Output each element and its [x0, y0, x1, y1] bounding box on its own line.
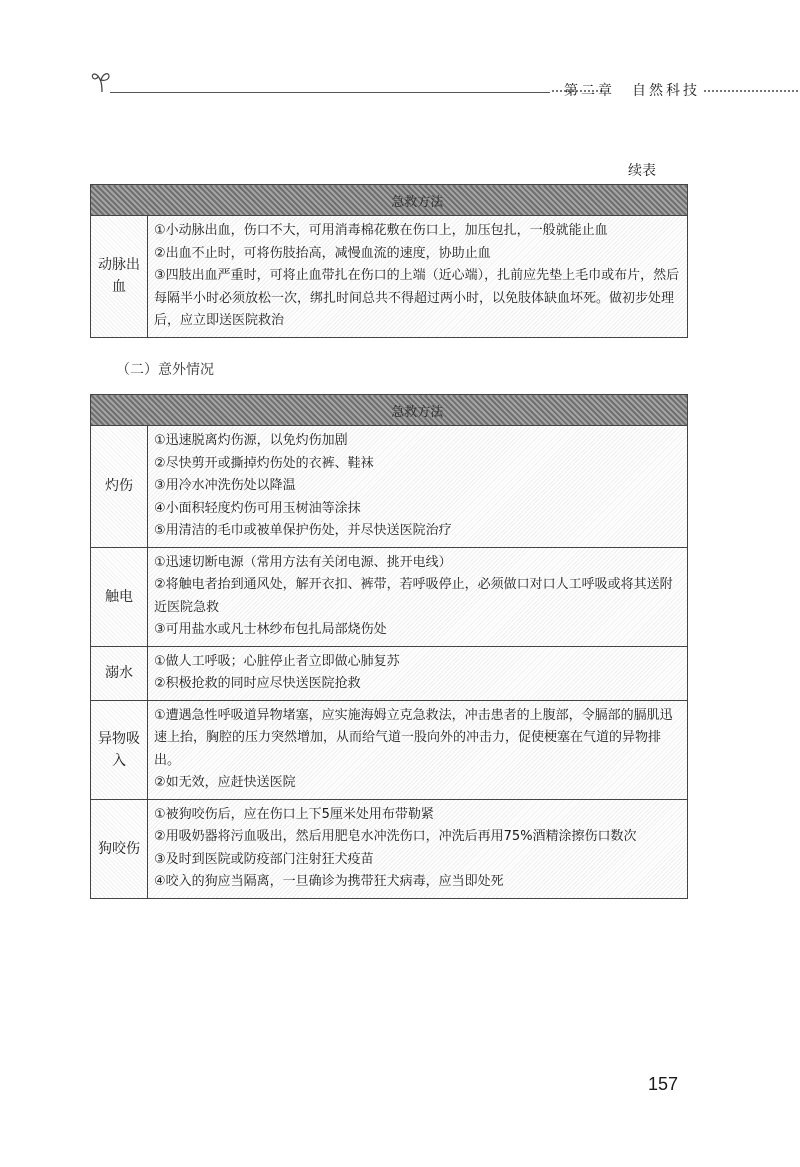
content-cell: [148, 700, 688, 799]
header-blank-cell: [91, 185, 148, 216]
content-cell: [148, 547, 688, 646]
list-item: ②出血不止时，可将伤肢抬高，减慢血流的速度，协助止血: [154, 245, 491, 261]
list-item: ④咬入的狗应当隔离，一旦确诊为携带狂犬病毒，应当即处死: [154, 874, 504, 889]
page-number: 157: [648, 1074, 679, 1094]
table-header-row: [91, 185, 688, 216]
list-item: ①迅速切断电源（常用方法有关闭电源、挑开电线）: [154, 554, 452, 570]
content-cell: [148, 216, 688, 338]
table-header-row: [91, 395, 688, 426]
list-item: ①小动脉出血，伤口不大，可用消毒棉花敷在伤口上，加压包扎，一般就能止血: [154, 223, 608, 238]
sprout-icon: [90, 70, 118, 94]
section-title: （二）意外情况: [116, 362, 214, 378]
category-cell: 狗咬伤: [91, 799, 148, 898]
header-label: 急救方法: [148, 185, 688, 216]
list-item: ③及时到医院或防疫部门注射狂犬疫苗: [154, 851, 374, 867]
list-item: ④小面积轻度灼伤可用玉树油等涂抹: [154, 500, 361, 516]
list-item: ①遭遇急性呼吸道异物堵塞，应实施海姆立克急救法，冲击患者的上腹部，令膈部的膈肌迅速上抬，胸腔的压力突然增加，从而给气道一股向外的冲击力，促使梗塞在气道的异物排出。: [154, 707, 673, 768]
list-item: ③可用盐水或凡士林纱布包扎局部烧伤处: [154, 622, 387, 637]
list-item: ①迅速脱离灼伤源，以免灼伤加剧: [154, 433, 348, 448]
table-row: [91, 426, 688, 548]
list-item: ①做人工呼吸；心脏停止者立即做心肺复苏: [154, 653, 400, 669]
header-blank-cell: [91, 395, 148, 426]
list-item: ②将触电者抬到通风处，解开衣扣、裤带，若呼吸停止，必须做口对口人工呼吸或将其送附近医院急救: [154, 577, 673, 615]
table-row: [91, 547, 688, 646]
list-item: ②如无效，应赶快送医院: [154, 775, 296, 790]
header-dots-right: [704, 90, 800, 92]
header-rule: [110, 92, 550, 93]
list-item: ②积极抢救的同时应尽快送医院抢救: [154, 676, 361, 691]
list-item: ①被狗咬伤后，应在伤口上下5厘米处用布带勒紧: [154, 806, 434, 822]
content-cell: [148, 426, 688, 548]
list-item: ③用冷水冲洗伤处以降温: [154, 478, 296, 493]
table-row: [91, 700, 688, 799]
category-cell: 动脉出血: [91, 216, 148, 338]
category-cell: 异物吸入: [91, 700, 148, 799]
table-row: [91, 646, 688, 700]
first-aid-table-accidents: [90, 394, 688, 899]
list-item: ⑤用清洁的毛巾或被单保护伤处，并尽快送医院治疗: [154, 523, 452, 538]
content-cell: [148, 799, 688, 898]
list-item: ②尽快剪开或撕掉灼伤处的衣裤、鞋袜: [154, 455, 374, 471]
table-row: [91, 216, 688, 338]
first-aid-table-bleeding: [90, 184, 688, 338]
continued-label: 续表: [628, 163, 656, 179]
category-cell: 触电: [91, 547, 148, 646]
running-header: [90, 70, 700, 100]
chapter-title: 第二章 自然科技: [564, 83, 700, 99]
category-cell: 灼伤: [91, 426, 148, 548]
list-item: ③四肢出血严重时，可将止血带扎在伤口的上端（近心端），扎前应先垫上毛巾或布片，然后每隔半小时必须放松一次，绑扎时间总共不得超过两小时，以免肢体缺血坏死。做初步处理后，应立即送医院救治: [154, 268, 680, 328]
header-label: 急救方法: [148, 395, 688, 426]
list-item: ②用吸奶器将污血吸出，然后用肥皂水冲洗伤口，冲洗后再用75%酒精涂擦伤口数次: [154, 829, 637, 844]
table-row: [91, 799, 688, 898]
category-cell: 溺水: [91, 646, 148, 700]
content-cell: [148, 646, 688, 700]
